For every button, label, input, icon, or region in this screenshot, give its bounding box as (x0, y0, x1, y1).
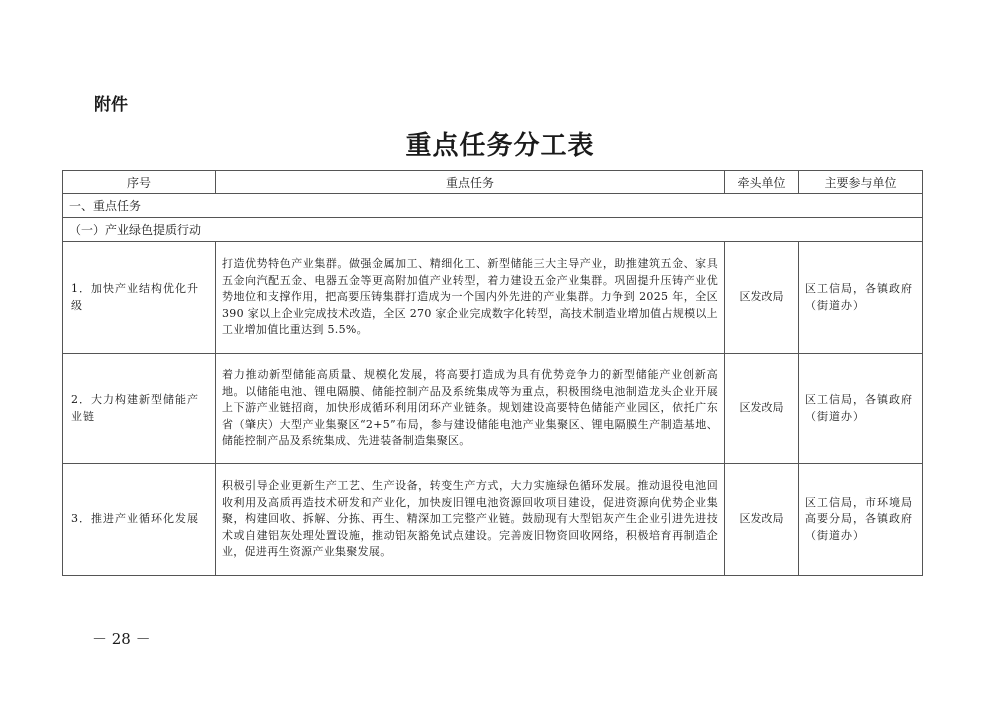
column-header-participants: 主要参与单位 (799, 171, 923, 194)
lead-unit: 区发改局 (725, 464, 799, 576)
task-number: 1．加快产业结构优化升级 (63, 242, 216, 354)
task-description: 打造优势特色产业集群。做强金属加工、精细化工、新型储能三大主导产业，助推建筑五金、家具五金向汽配五金、电器五金等更高附加值产业转型，着力建设五金产业集群。巩固提升压铸产业优势地位和支撑作用，把高要压铸集群打造成为一个国内外先进的产业集群。力争到 2025 年，全区 390 家以上企业完成技术改造，全区 270 家企业完成数字化转型，高技术制造业增加值占规模以上工业增加值比重达到 5.5%。 (216, 242, 725, 354)
subsection-row (63, 218, 923, 242)
task-table (62, 170, 923, 576)
section-heading: 一、重点任务 (63, 194, 923, 218)
participating-units: 区工信局，各镇政府（街道办） (799, 242, 923, 354)
task-description: 着力推动新型储能高质量、规模化发展，将高要打造成为具有优势竞争力的新型储能产业创新高地。以储能电池、锂电隔膜、储能控制产品及系统集成等为重点，积极围绕电池制造龙头企业开展上下游产业链招商，加快形成循环利用闭环产业链条。规划建设高要特色储能产业园区，依托广东省（肇庆）大型产业集聚区“2+5”布局，参与建设储能电池产业集聚区、锂电隔膜生产制造基地、储能控制产品及系统集成、先进装备制造集聚区。 (216, 354, 725, 464)
lead-unit: 区发改局 (725, 354, 799, 464)
table-row (63, 354, 923, 464)
task-number: 3．推进产业循环化发展 (63, 464, 216, 576)
task-number: 2．大力构建新型储能产业链 (63, 354, 216, 464)
lead-unit: 区发改局 (725, 242, 799, 354)
table-header-row (63, 171, 923, 194)
column-header-no: 序号 (63, 171, 216, 194)
page-title: 重点任务分工表 (405, 131, 595, 161)
task-description: 积极引导企业更新生产工艺、生产设备，转变生产方式，大力实施绿色循环发展。推动退役电池回收利用及高质再造技术研发和产业化，加快废旧锂电池资源回收项目建设，促进资源向优势企业集聚，构建回收、拆解、分拣、再生、精深加工完整产业链。鼓励现有大型铝灰产生企业引进先进技术或自建铝灰处理处置设施，推动铝灰豁免试点建设。完善废旧物资回收网络，积极培育再制造企业，促进再生资源产业集聚发展。 (216, 464, 725, 576)
participating-units: 区工信局，各镇政府（街道办） (799, 354, 923, 464)
table-row (63, 242, 923, 354)
column-header-lead: 牵头单位 (725, 171, 799, 194)
page-number: － 28 － (92, 630, 151, 648)
attachment-label: 附件 (94, 95, 128, 115)
section-row (63, 194, 923, 218)
subsection-heading: （一）产业绿色提质行动 (63, 218, 923, 242)
participating-units: 区工信局，市环境局高要分局，各镇政府（街道办） (799, 464, 923, 576)
column-header-task: 重点任务 (216, 171, 725, 194)
table-row (63, 464, 923, 576)
